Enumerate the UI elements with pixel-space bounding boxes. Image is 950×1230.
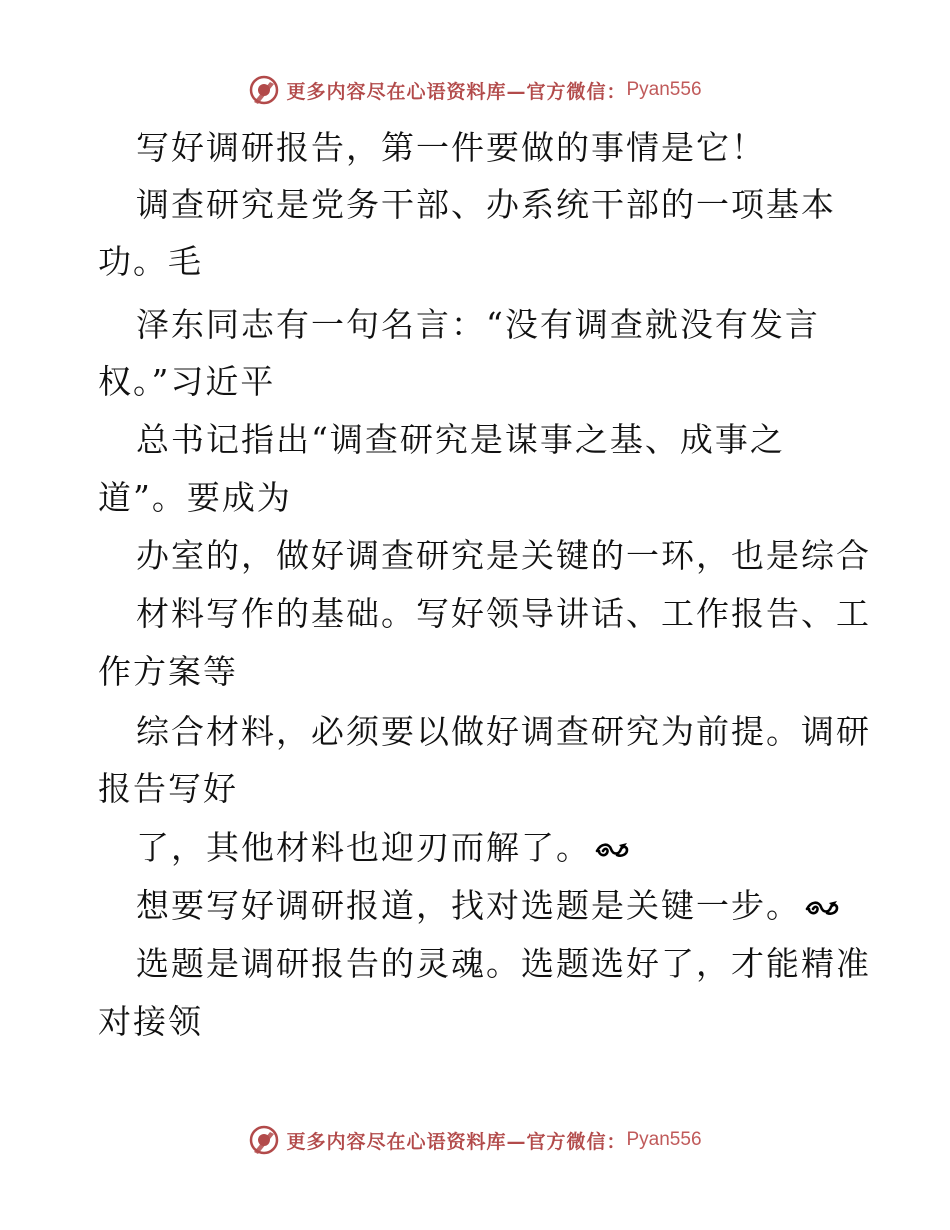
banner-wechat-id: Pyan556 bbox=[626, 79, 702, 100]
quill-seal-icon bbox=[248, 1124, 280, 1156]
text-line-with-end-mark bbox=[136, 878, 839, 934]
header-banner bbox=[0, 70, 950, 110]
text-line: 对接领 bbox=[98, 1002, 203, 1041]
text-line: 了，其他材料也迎刃而解了。 bbox=[136, 828, 591, 867]
banner-wechat-id: Pyan556 bbox=[626, 1129, 702, 1150]
text-line: 想要写好调研报道，找对选题是关键一步。 bbox=[136, 886, 801, 925]
text-line: 综合材料，必须要以做好调查研究为前提。调研 bbox=[136, 712, 871, 751]
text-line: 办室的，做好调查研究是关键的一环，也是综合 bbox=[136, 536, 871, 575]
text-line: 泽东同志有一句名言：“没有调查就没有发言 bbox=[136, 305, 820, 344]
banner-text: 更多内容尽在心语资料库—官方微信： bbox=[286, 80, 627, 103]
text-line: 选题是调研报告的灵魂。选题选好了，才能精准 bbox=[136, 944, 871, 983]
text-line: 道”。要成为 bbox=[98, 478, 292, 517]
text-line: 写好调研报告，第一件要做的事情是它！ bbox=[136, 128, 766, 167]
text-line: 功。毛 bbox=[98, 242, 203, 281]
text-line: 作方案等 bbox=[98, 652, 238, 691]
text-line: 报告写好 bbox=[98, 769, 238, 808]
quill-seal-icon bbox=[248, 74, 280, 106]
text-line: 权。”习近平 bbox=[98, 362, 276, 401]
fleuron-icon bbox=[595, 839, 629, 861]
text-line: 总书记指出“调查研究是谋事之基、成事之 bbox=[136, 420, 785, 459]
text-line: 调查研究是党务干部、办系统干部的一项基本 bbox=[136, 185, 836, 224]
fleuron-icon bbox=[805, 897, 839, 919]
banner-text: 更多内容尽在心语资料库—官方微信： bbox=[286, 1130, 627, 1153]
footer-banner bbox=[0, 1120, 950, 1160]
text-line: 材料写作的基础。写好领导讲话、工作报告、工 bbox=[136, 594, 871, 633]
text-line-with-end-mark bbox=[136, 820, 629, 876]
